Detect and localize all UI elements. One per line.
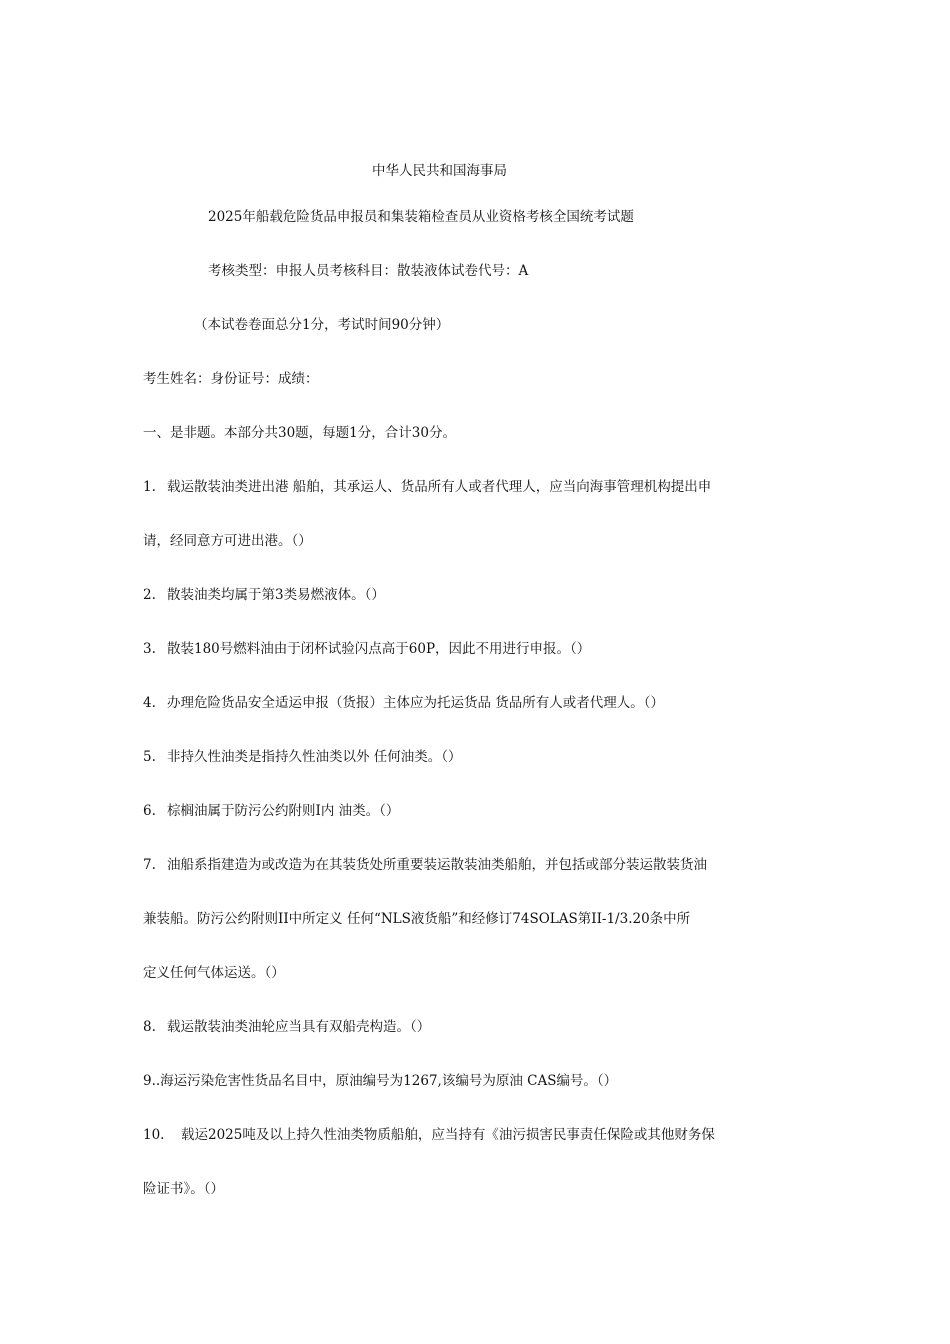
question-text: 油船系指建造为或改造为在其装货处所重要装运散装油类船舶，并包括或部分装运散装货油 [167, 857, 707, 873]
question-text: 载运散装油类进出港 船舶，其承运人、货品所有人或者代理人，应当向海事管理机构提出申 [167, 479, 712, 495]
question-text: 兼装船。防污公约附则II中所定义 任何“NLS液货船”和经修订74SOLAS第II-1/3.20条中所 [143, 911, 691, 927]
question-number: 1. [143, 479, 156, 495]
exam-subject: 考核类型：申报人员考核科目：散装液体试卷代号：A [208, 263, 529, 279]
question-3 [143, 640, 823, 658]
question-9 [143, 1072, 823, 1090]
question-number: 5. [143, 749, 156, 765]
question-5 [143, 748, 823, 766]
issuing-authority: 中华人民共和国海事局 [372, 163, 507, 179]
question-2 [143, 586, 823, 604]
question-1 [143, 478, 823, 550]
question-10 [143, 1126, 823, 1198]
question-4 [143, 694, 823, 712]
candidate-info: 考生姓名：身份证号：成绩： [143, 371, 319, 387]
question-text: 载运散装油类油轮应当具有双船壳构造。（） [167, 1019, 431, 1035]
question-text: 请，经同意方可进出港。（） [143, 533, 312, 549]
question-text: 载运2025吨及以上持久性油类物质船舶，应当持有《油污损害民事责任保险或其他财务保 [181, 1127, 715, 1143]
question-text: 险证书》。（） [143, 1181, 224, 1197]
question-number: 9.. [143, 1073, 161, 1089]
question-text: 定义任何气体运送。（） [143, 965, 285, 981]
question-7 [143, 856, 823, 982]
question-number: 8. [143, 1019, 156, 1035]
question-text: 散装油类均属于第3类易燃液体。（） [167, 587, 385, 603]
question-number: 2. [143, 587, 156, 603]
question-number: 7. [143, 857, 156, 873]
question-number: 3. [143, 641, 156, 657]
question-text: 棕榈油属于防污公约附则Ⅰ内 油类。（） [167, 803, 400, 819]
question-text: 办理危险货品安全适运申报（货报）主体应为托运货品 货品所有人或者代理人。（） [167, 695, 665, 711]
question-8 [143, 1018, 823, 1036]
section-heading: 一、是非题。本部分共30题，每题1分，合计30分。 [143, 425, 456, 441]
question-text: 海运污染危害性货品名目中，原油编号为1267,该编号为原油 CAS编号。（） [160, 1073, 618, 1089]
question-text: 非持久性油类是指持久性油类以外 任何油类。（） [167, 749, 462, 765]
question-number: 10. [143, 1127, 165, 1143]
exam-note: （本试卷卷面总分1分，考试时间90分钟） [194, 317, 450, 333]
question-number: 4. [143, 695, 156, 711]
question-number: 6. [143, 803, 156, 819]
question-text: 散装180号燃料油由于闭杯试验闪点高于60P，因此不用进行申报。（） [167, 641, 591, 657]
question-6 [143, 802, 823, 820]
exam-title: 2025年船载危险货品申报员和集装箱检查员从业资格考核全国统考试题 [208, 209, 634, 225]
